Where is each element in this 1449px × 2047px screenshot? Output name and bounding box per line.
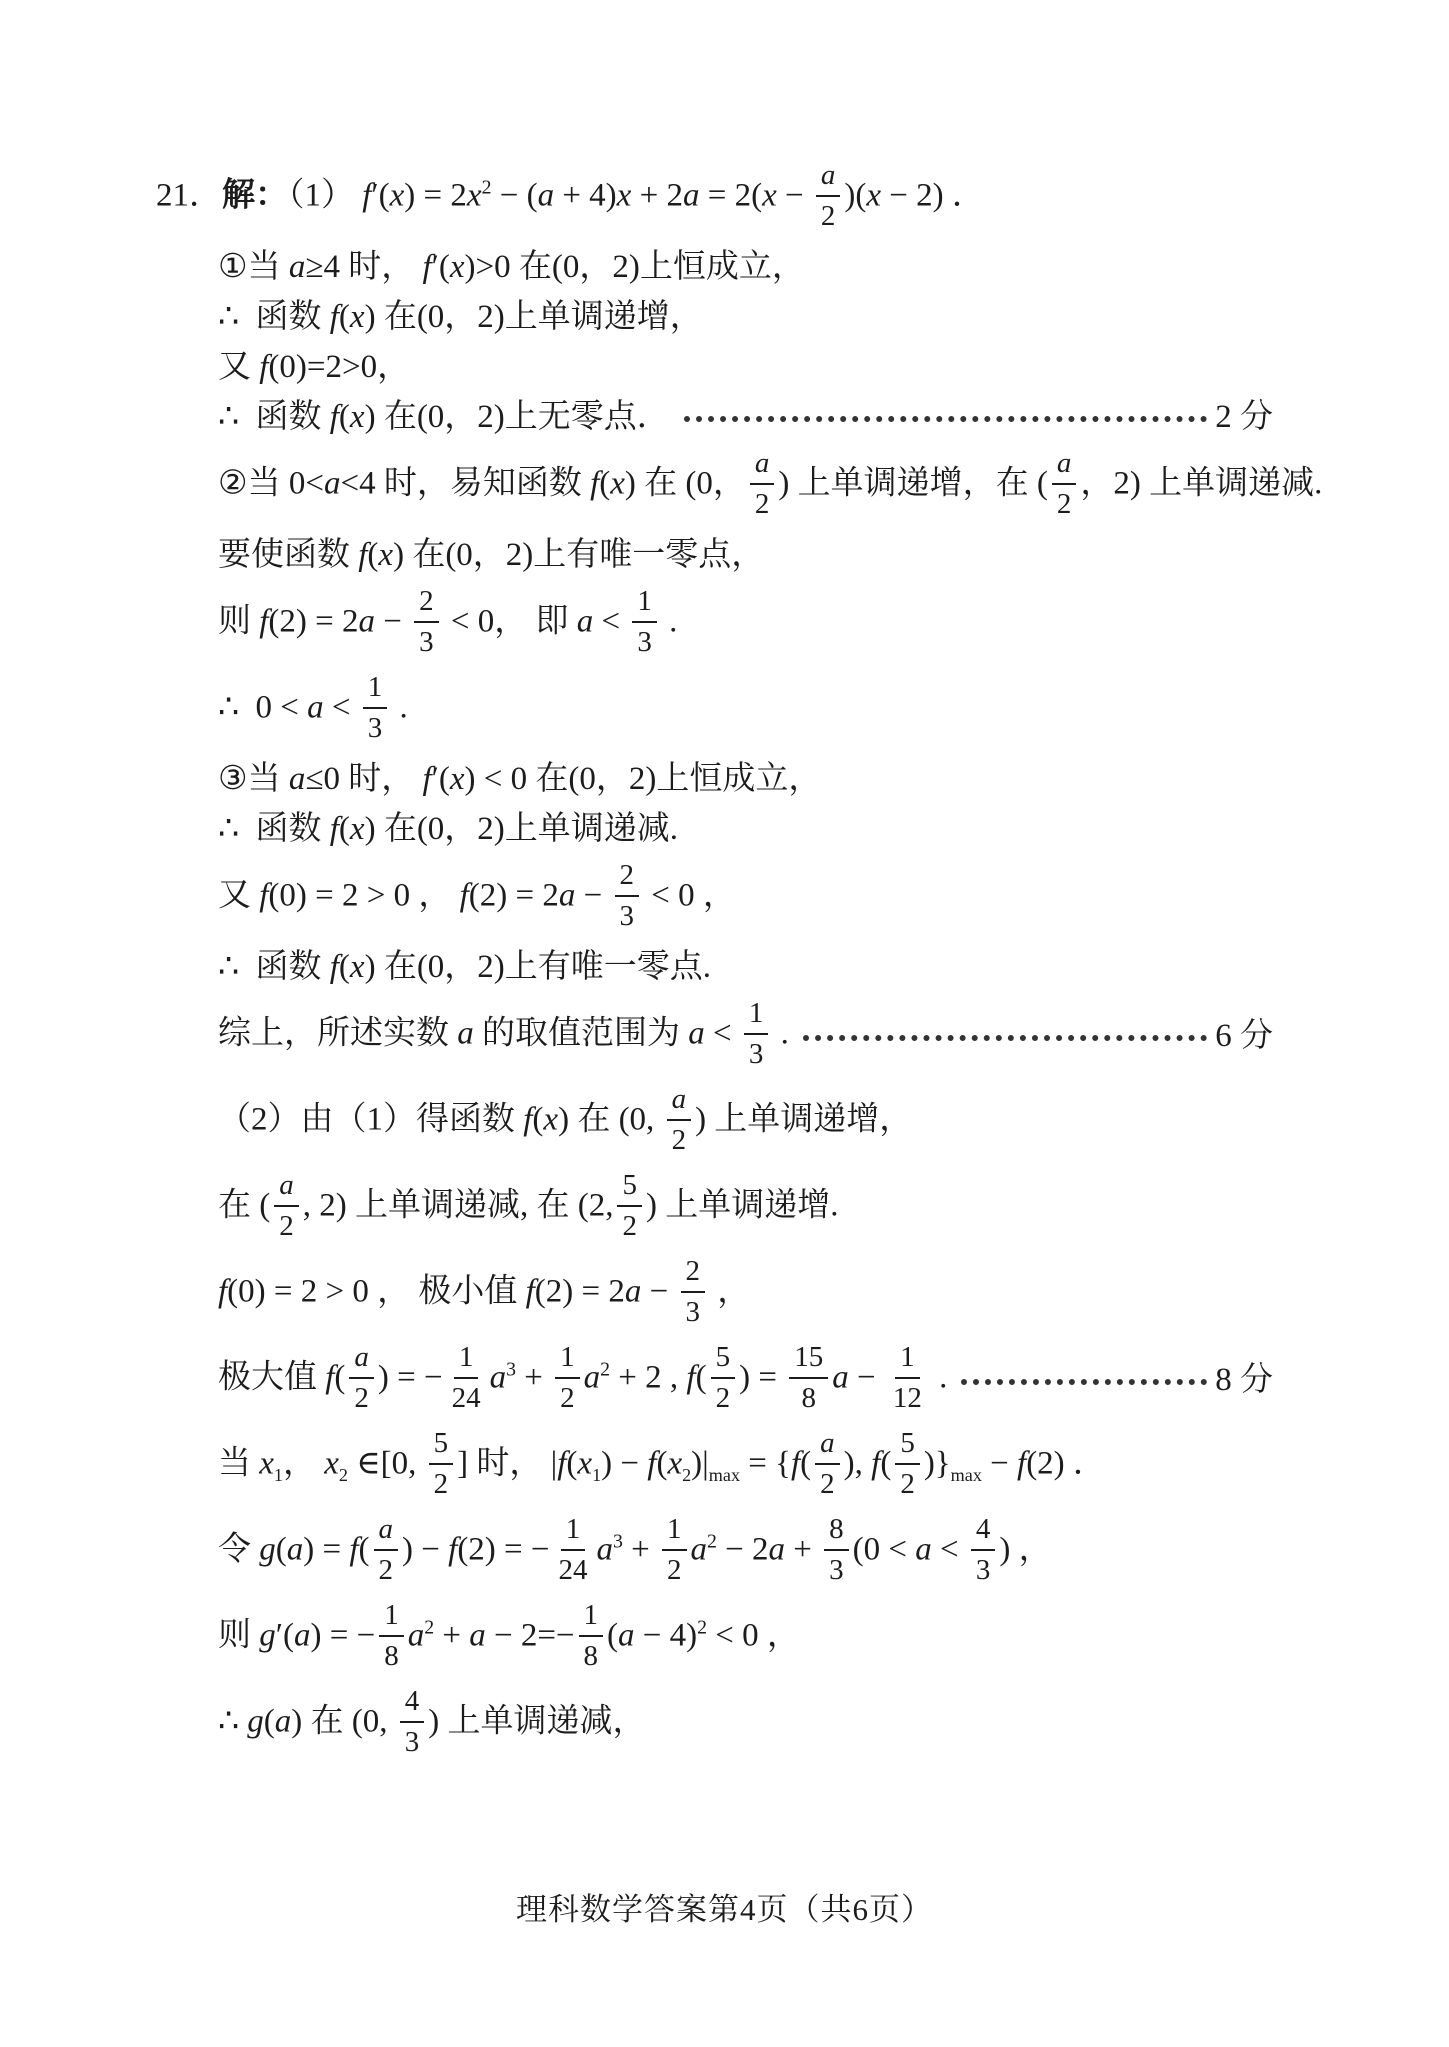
fraction: $\frac{a}{2}$ — [1052, 444, 1077, 524]
fraction: $\frac{5}{2}$ — [711, 1338, 736, 1418]
line-text: 则 g′(a) = − $\frac{1}{8}$ $a^2 + a - 2=-$ $\frac{1}{8}$ $(a - 4)^2 < 0$ ， — [218, 1598, 800, 1678]
content-line — [218, 670, 1273, 750]
line-text: ∴ 函数 f(x) 在(0，2)上单调递增， — [218, 299, 703, 335]
line-text: ①当 a≥4 时， f′(x)>0 在(0，2)上恒成立， — [218, 249, 805, 285]
content-line — [218, 1512, 1273, 1592]
fraction: $\frac{2}{3}$ — [681, 1252, 706, 1332]
fraction: $\frac{a}{2}$ — [349, 1338, 374, 1418]
line-text: 令 g(a) = f( $\frac{a}{2}$ ) − f(2) = − $\frac{1}{24}$ $a^3$ + $\frac{1}{2}$ $a^2 - 2a$ + $\frac{8}{3}$ (0 < a < $\frac{4}{3}$ ) ， — [218, 1512, 1052, 1592]
line-text: ∴ 0 < a < $\frac{1}{3}$ . — [218, 670, 408, 750]
fraction: $\frac{1}{3}$ — [363, 668, 388, 748]
fraction: $\frac{1}{3}$ — [632, 582, 657, 662]
content-line — [218, 394, 1273, 440]
fraction: $\frac{a}{2}$ — [750, 444, 775, 524]
line-text: 极大值 f( $\frac{a}{2}$ ) = − $\frac{1}{24}$ $a^3$ + $\frac{1}{2}$ $a^2 + 2$ , f( $\frac{5}{2}$ ) = $\frac{15}{8}$ a − $\frac{1}{12}$ . — [218, 1340, 947, 1420]
line-text: ∴ 函数 f(x) 在(0，2)上无零点． — [218, 399, 670, 435]
fraction: $\frac{a}{2}$ — [816, 156, 841, 236]
line-text: 综上，所述实数 a 的取值范围为 a < $\frac{1}{3}$ . — [218, 996, 789, 1076]
dot-leader — [961, 1379, 1207, 1385]
line-text: （2）由（1）得函数 f(x) 在 (0, $\frac{a}{2}$ ) 上单调递增， — [218, 1082, 912, 1162]
dot-leader — [803, 1035, 1207, 1041]
fraction: $\frac{1}{3}$ — [744, 994, 769, 1074]
fraction: $\frac{8}{3}$ — [824, 1510, 849, 1590]
line-text: ∴ 函数 f(x) 在(0，2)上单调递减. — [218, 811, 679, 847]
fraction: $\frac{2}{3}$ — [615, 856, 640, 936]
content-line — [218, 1168, 1273, 1248]
content-line — [156, 158, 1273, 238]
fraction: $\frac{a}{2}$ — [374, 1510, 399, 1590]
content-line — [218, 806, 1273, 852]
line-text: 则 f(2) = 2a − $\frac{2}{3}$ < 0， 即 a < $\frac{1}{3}$ . — [218, 584, 677, 664]
fraction: $\frac{a}{2}$ — [667, 1080, 692, 1160]
content-line — [218, 532, 1273, 578]
fraction: $\frac{1}{2}$ — [555, 1338, 580, 1418]
content-line — [218, 1340, 1273, 1420]
content-line — [218, 1426, 1273, 1506]
fraction: $\frac{5}{2}$ — [895, 1424, 920, 1504]
fraction: $\frac{4}{3}$ — [971, 1510, 996, 1590]
fraction: $\frac{5}{2}$ — [429, 1424, 454, 1504]
fraction: $\frac{4}{3}$ — [400, 1682, 425, 1762]
fraction: $\frac{1}{2}$ — [662, 1510, 687, 1590]
fraction: $\frac{1}{8}$ — [379, 1596, 404, 1676]
content-line — [218, 584, 1273, 664]
document-body — [156, 158, 1323, 1764]
score-label: 8 分 — [1215, 1362, 1273, 1398]
line-text: 在 ( $\frac{a}{2}$ , 2) 上单调递减, 在 (2, $\frac{5}{2}$ ) 上单调递增. — [218, 1168, 838, 1248]
line-text: ③当 a≤0 时， f′(x) < 0 在(0，2)上恒成立， — [218, 761, 822, 797]
content-line — [218, 294, 1273, 340]
fraction: $\frac{2}{3}$ — [414, 582, 439, 662]
content-line — [218, 244, 1273, 290]
content-line — [218, 446, 1323, 526]
line-text: 又 f(0)=2>0， — [218, 349, 411, 385]
page-footer: 理科数学答案第4页（共6页） — [516, 1892, 933, 1927]
score-label: 2 分 — [1215, 399, 1273, 435]
content-line — [218, 996, 1273, 1076]
fraction: $\frac{1}{12}$ — [888, 1338, 927, 1418]
content-line — [218, 944, 1273, 990]
fraction: $\frac{1}{8}$ — [579, 1596, 604, 1676]
fraction: $\frac{5}{2}$ — [617, 1166, 642, 1246]
line-text: 要使函数 f(x) 在(0，2)上有唯一零点， — [218, 537, 765, 573]
content-line — [218, 1598, 1273, 1678]
content-line — [218, 858, 1273, 938]
content-line — [218, 344, 1273, 390]
fraction: $\frac{1}{24}$ — [447, 1338, 486, 1418]
line-text: ∴ 函数 f(x) 在(0，2)上有唯一零点. — [218, 949, 712, 985]
content-line — [218, 1254, 1273, 1334]
line-text: 当 $x_1$， $x_2$ ∈[0, $\frac{5}{2}$ ] 时， $|f(x_1) - f(x_2)|_{max} = \{f$( $\frac{a}{2}$ ), f( $\frac{5}{2}$ )}$_{max} - f(2)$ ． — [218, 1426, 1106, 1506]
line-text: 又 f(0) = 2 > 0 ， f(2) = 2a − $\frac{2}{3}$ < 0 ， — [218, 858, 736, 938]
fraction: $\frac{1}{24}$ — [554, 1510, 593, 1590]
fraction: $\frac{a}{2}$ — [815, 1424, 840, 1504]
line-text: f(0) = 2 > 0 ， 极小值 f(2) = 2a − $\frac{2}{3}$ ， — [218, 1254, 750, 1334]
line-text: ∴ g(a) 在 (0, $\frac{4}{3}$ ) 上单调递减， — [218, 1684, 645, 1764]
fraction: $\frac{a}{2}$ — [274, 1166, 299, 1246]
content-line — [218, 1082, 1273, 1162]
line-text: 21．解：（1） $f'(x) = 2x^2 - (a + 4)x + 2a = 2(x$ − $\frac{a}{2}$ )(x − 2) ． — [156, 158, 985, 238]
dot-leader — [684, 416, 1207, 422]
fraction: $\frac{15}{8}$ — [789, 1338, 828, 1418]
content-line — [218, 1684, 1273, 1764]
line-text: ②当 0<a<4 时，易知函数 f(x) 在 (0， $\frac{a}{2}$ ) 上单调递增，在 ( $\frac{a}{2}$ ，2) 上单调递减. — [218, 446, 1322, 526]
score-label: 6 分 — [1215, 1018, 1273, 1054]
content-line — [218, 756, 1273, 802]
